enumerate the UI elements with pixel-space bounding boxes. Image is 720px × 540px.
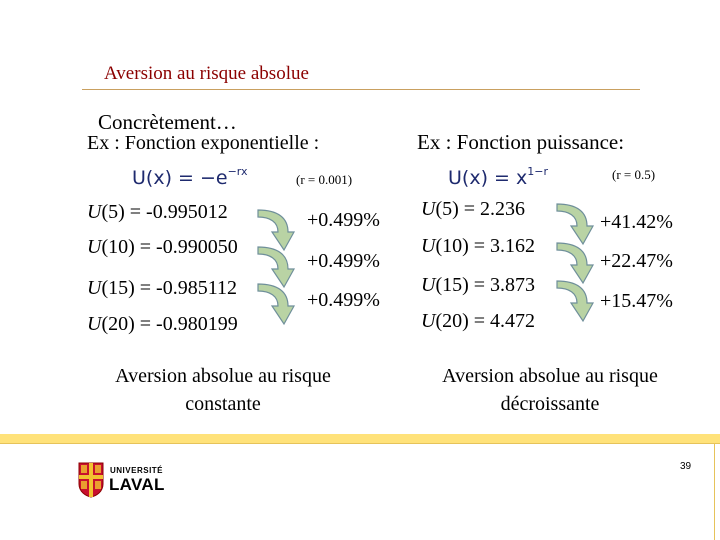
left-value-3 [87, 277, 237, 300]
exponential-formula [132, 165, 248, 189]
right-value-4 [421, 310, 535, 333]
right-value-3-text: (15) = 3.873 [435, 274, 536, 296]
slide-title: Aversion au risque absolue [104, 63, 309, 84]
footer-vertical-rule [714, 444, 715, 540]
power-formula-exponent: 1−r [527, 165, 548, 178]
utility-symbol: U [421, 198, 436, 220]
left-value-2-text: (10) = -0.990050 [101, 236, 238, 258]
right-curved-arrow-3-icon [553, 277, 601, 327]
utility-symbol: U [421, 274, 436, 296]
left-change-2: +0.499% [307, 250, 380, 272]
right-change-3: +15.47% [600, 290, 673, 312]
left-curved-arrow-3-icon [254, 280, 306, 330]
university-crest-icon [78, 462, 104, 498]
title-divider [82, 89, 640, 90]
left-conclusion: Aversion absolue au risque constante [115, 365, 331, 415]
utility-symbol: U [421, 310, 436, 332]
logo-university-label: UNIVERSITÉ [110, 466, 164, 475]
utility-symbol: U [421, 235, 436, 257]
left-parameter: (r = 0.001) [296, 172, 353, 187]
utility-symbol: U [87, 313, 102, 335]
right-heading: Ex : Fonction puissance: [417, 130, 625, 154]
right-conclusion: Aversion absolue au risque décroissante [442, 365, 658, 415]
left-value-1-text: (5) = -0.995012 [101, 201, 228, 223]
right-value-1-text: (5) = 2.236 [435, 198, 526, 220]
utility-symbol: U [87, 277, 102, 299]
left-value-2 [87, 236, 238, 259]
footer-band [0, 434, 720, 443]
footer-band-line [0, 443, 720, 444]
left-value-3-text: (15) = -0.985112 [101, 277, 237, 299]
right-value-2-text: (10) = 3.162 [435, 235, 536, 257]
exponential-formula-base: U(x) = −e [132, 167, 228, 189]
left-change-1: +0.499% [307, 209, 380, 231]
right-value-1 [421, 198, 525, 221]
left-value-4-text: (20) = -0.980199 [101, 313, 238, 335]
left-value-1 [87, 201, 228, 224]
right-value-3 [421, 274, 535, 297]
utility-symbol: U [87, 201, 102, 223]
right-change-1: +41.42% [600, 211, 673, 233]
power-formula-base: U(x) = x [448, 167, 528, 189]
power-formula [448, 165, 548, 189]
right-value-2 [421, 235, 535, 258]
utility-symbol: U [87, 236, 102, 258]
left-change-3: +0.499% [307, 289, 380, 311]
slide-subtitle: Concrètement… [98, 110, 237, 134]
exponential-formula-exponent: −rx [227, 165, 248, 178]
right-value-4-text: (20) = 4.472 [435, 310, 536, 332]
right-parameter: (r = 0.5) [612, 167, 656, 182]
left-value-4 [87, 313, 238, 336]
logo-laval-label: LAVAL [109, 475, 165, 494]
right-change-2: +22.47% [600, 250, 673, 272]
page-number: 39 [680, 461, 692, 472]
left-heading: Ex : Fonction exponentielle : [87, 132, 320, 154]
